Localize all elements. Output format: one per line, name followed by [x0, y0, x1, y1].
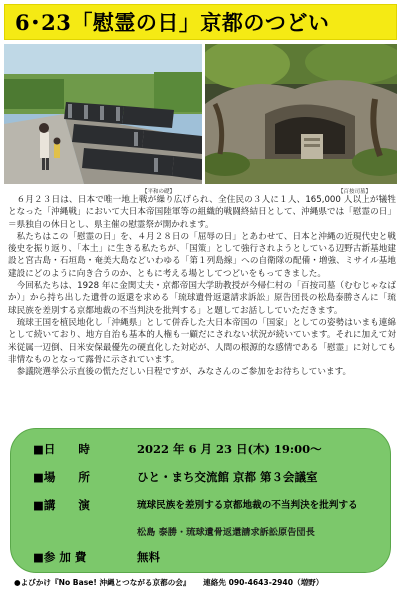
talk-value: 琉球民族を差別する京都地裁の不当判決を批判する	[137, 500, 358, 511]
paragraph-4: 琉球王国を植民地化し「沖縄県」として併呑した大日本帝国の「国家」としての姿勢はいまも連綿として続いており、地方自治も基本的人権も一顧だにされない状況が続いています。それに加えて対米従属一辺倒、日米安保最優先の硬直化した対応が、人間の根源的な感情である「慰霊」に対しても非情なものとなって露骨に示されています。	[8, 317, 396, 365]
place-value: ひと・まち交流館 京都 第３会議室	[137, 470, 318, 484]
fee-value: 無料	[137, 550, 160, 564]
photo-caption-right: 【百按司墓】	[338, 189, 372, 195]
page-title: 6･23「慰霊の日」京都のつどい	[15, 10, 330, 35]
footer	[14, 577, 394, 588]
date-label: ■日 時	[33, 442, 90, 456]
place-label: ■場 所	[33, 470, 90, 484]
talk-label: ■講 演	[33, 498, 90, 512]
date-value: 2022 年 6 月 23 日(木) 19:00～	[137, 442, 322, 456]
paragraph-5: 参議院選挙公示直後の慌ただしい日程ですが、みなさんのご参加をお待ちしています。	[16, 367, 352, 378]
photo-momujana-tomb	[205, 44, 397, 184]
info-row-date	[33, 441, 322, 457]
fee-label: ■参 加 費	[33, 550, 87, 564]
info-row-talk	[33, 497, 358, 513]
organizer-text: ●よびかけ『No Base! 沖縄とつながる京都の会』	[14, 578, 191, 587]
contact-text: 連絡先 090-4643-2940（増野）	[203, 578, 324, 587]
info-row-fee	[33, 549, 160, 565]
paragraph-1: ６月２３日は、日本で唯一地上戦が繰り広げられ、全住民の３人に１人、165,000 人以上が犠牲となった「沖縄戦」において大日本帝国陸軍等の組織的戦闘終結日として、沖縄県では「慰霊の日」＝県独自の休日とし、県主催の慰霊祭が開かれます。	[8, 195, 396, 230]
event-info-box	[10, 428, 391, 573]
paragraph-2: 私たちはこの「慰霊の日」を、４月２８日の「屈辱の日」とあわせて、日本と沖縄の近現代史と戦後史を振り返り、「本土」に生きる私たちが、「国策」として強行されようとしている辺野古新基地建設と宮古島・石垣島・奄美大島などいわゆる「第１列島線」への自衛隊の配備・増強、ミサイル基地建設にどのように向き合うのか、ともに考える場としてつどいをもってきました。	[8, 231, 396, 279]
title-banner	[4, 4, 397, 40]
photo-peace-cornerstone	[4, 44, 202, 184]
body-text	[8, 194, 396, 378]
photo-caption-left: 【平和の礎】	[142, 189, 176, 195]
speaker-name: 松島 泰勝・琉球遺骨返還請求訴訟原告団長	[137, 527, 315, 538]
info-row-place	[33, 469, 318, 485]
paragraph-3: 今回私たちは、1928 年に金関丈夫・京都帝国大学助教授が今帰仁村の「百按司墓（むむじゃなばか）」から持ち出した遺骨の返還を求める「琉球遺骨返還請求訴訟」原告団長の松島泰勝さんに「琉球民族を差別する京都地裁の不当判決を批判する」と題してお話ししていただきます。	[8, 281, 396, 316]
